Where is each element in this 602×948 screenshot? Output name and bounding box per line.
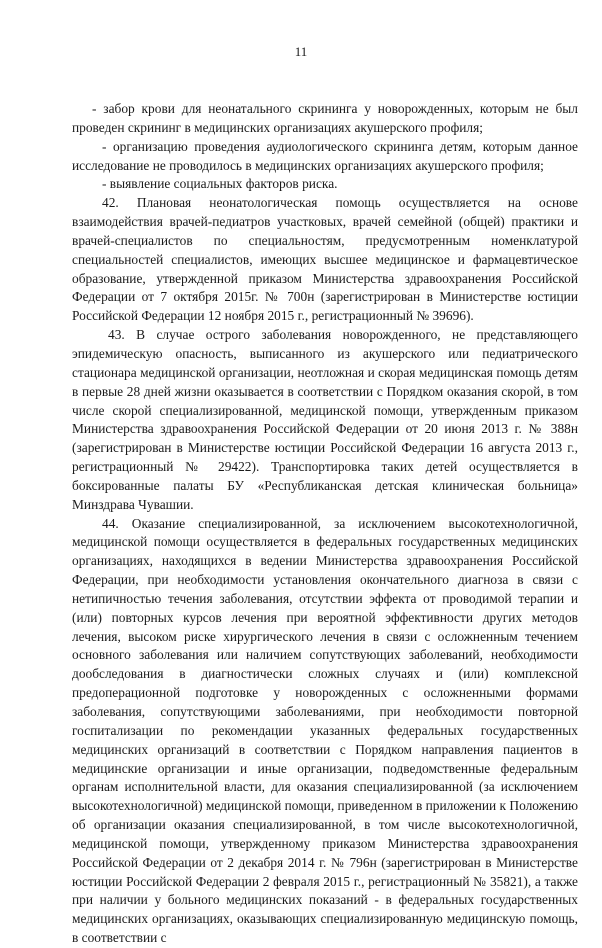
page-number: 11 <box>294 44 308 59</box>
document-body <box>72 100 578 948</box>
list-item-blood-sampling: - забор крови для неонатального скрининга у новорожденных, которым не был проведен скрининг в медицинских организациях акушерского профиля; <box>72 101 578 135</box>
paragraph-43: 43. В случае острого заболевания новорожденного, не представляющего эпидемическую опасность, выписанного из акушерского или педиатрического стационара медицинской организации, неотложная и скорая медицинская помощь детям в первые 28 дней жизни оказывается в соответствии с Порядком оказания скорой, в том числе скорой специализированной, медицинской помощи, утвержденным приказом Министерства здравоохранения Российской Федерации от 20 июня 2013 г. № 388н (зарегистрирован в Министерстве юстиции Российской Федерации 16 августа 2013 г., регистрационный № 29422). Транспортировка таких детей осуществляется в боксированные палаты БУ «Республиканская детская клиническая больница» Минздрава Чувашии. <box>72 327 578 512</box>
list-item-social-risk: - выявление социальных факторов риска. <box>102 176 338 192</box>
paragraph-44: 44. Оказание специализированной, за исключением высокотехнологичной, медицинской помощи осуществляется в федеральных государственных медицинских организациях, находящихся в ведении Министерства здравоохранения Российской Федерации, при необходимости установления окончательного диагноза в связи с нетипичностью течения заболевания, отсутствии эффекта от проводимой терапии и (или) повторных курсов лечения при вероятной эффективности других методов лечения, высоком риске хирургического лечения в связи с осложненным течением основного заболевания или наличием сопутствующих заболеваний, необходимости дообследования в диагностически сложных случаях и (или) комплексной предоперационной подготовке у новорожденных с осложненными формами заболевания, сопутствующими заболеваниями, при необходимости повторной госпитализации по рекомендации указанных федеральных государственных медицинских организаций в соответствии с Порядком направления пациентов в медицинские организации и иные организации, подведомственные федеральным органам исполнительной власти, для оказания специализированной (за исключением высокотехнологичной) медицинской помощи, приведенном в приложении к Положению об организации оказания специализированной, в том числе высокотехнологичной, медицинской помощи, утвержденному приказом Министерства здравоохранения Российской Федерации от 2 декабря 2014 г. № 796н (зарегистрирован в Министерстве юстиции Российской Федерации 2 февраля 2015 г., регистрационный № 35821), а также при наличии у больного медицинских показаний - в федеральных государственных медицинских организациях, оказывающих специализированную медицинскую помощь, в соответствии с <box>72 515 578 946</box>
list-item-audiology-screening: - организацию проведения аудиологического скрининга детям, которым данное исследование не проводилось в медицинских организациях акушерского профиля; <box>72 138 578 173</box>
paragraph-42: 42. Плановая неонатологическая помощь осуществляется на основе взаимодействия врачей-педиатров участковых, врачей семейной (общей) практики и врачей-специалистов по специальностям, предусмотренным номенклатурой специальностей специалистов, имеющих высшее медицинское и фармацевтическое образование, утвержденной приказом Министерства здравоохранения Российской Федерации от 7 октября 2015г. № 700н (зарегистрирован в Министерстве юстиции Российской Федерации 12 ноября 2015 г., регистрационный № 39696). <box>72 195 578 324</box>
